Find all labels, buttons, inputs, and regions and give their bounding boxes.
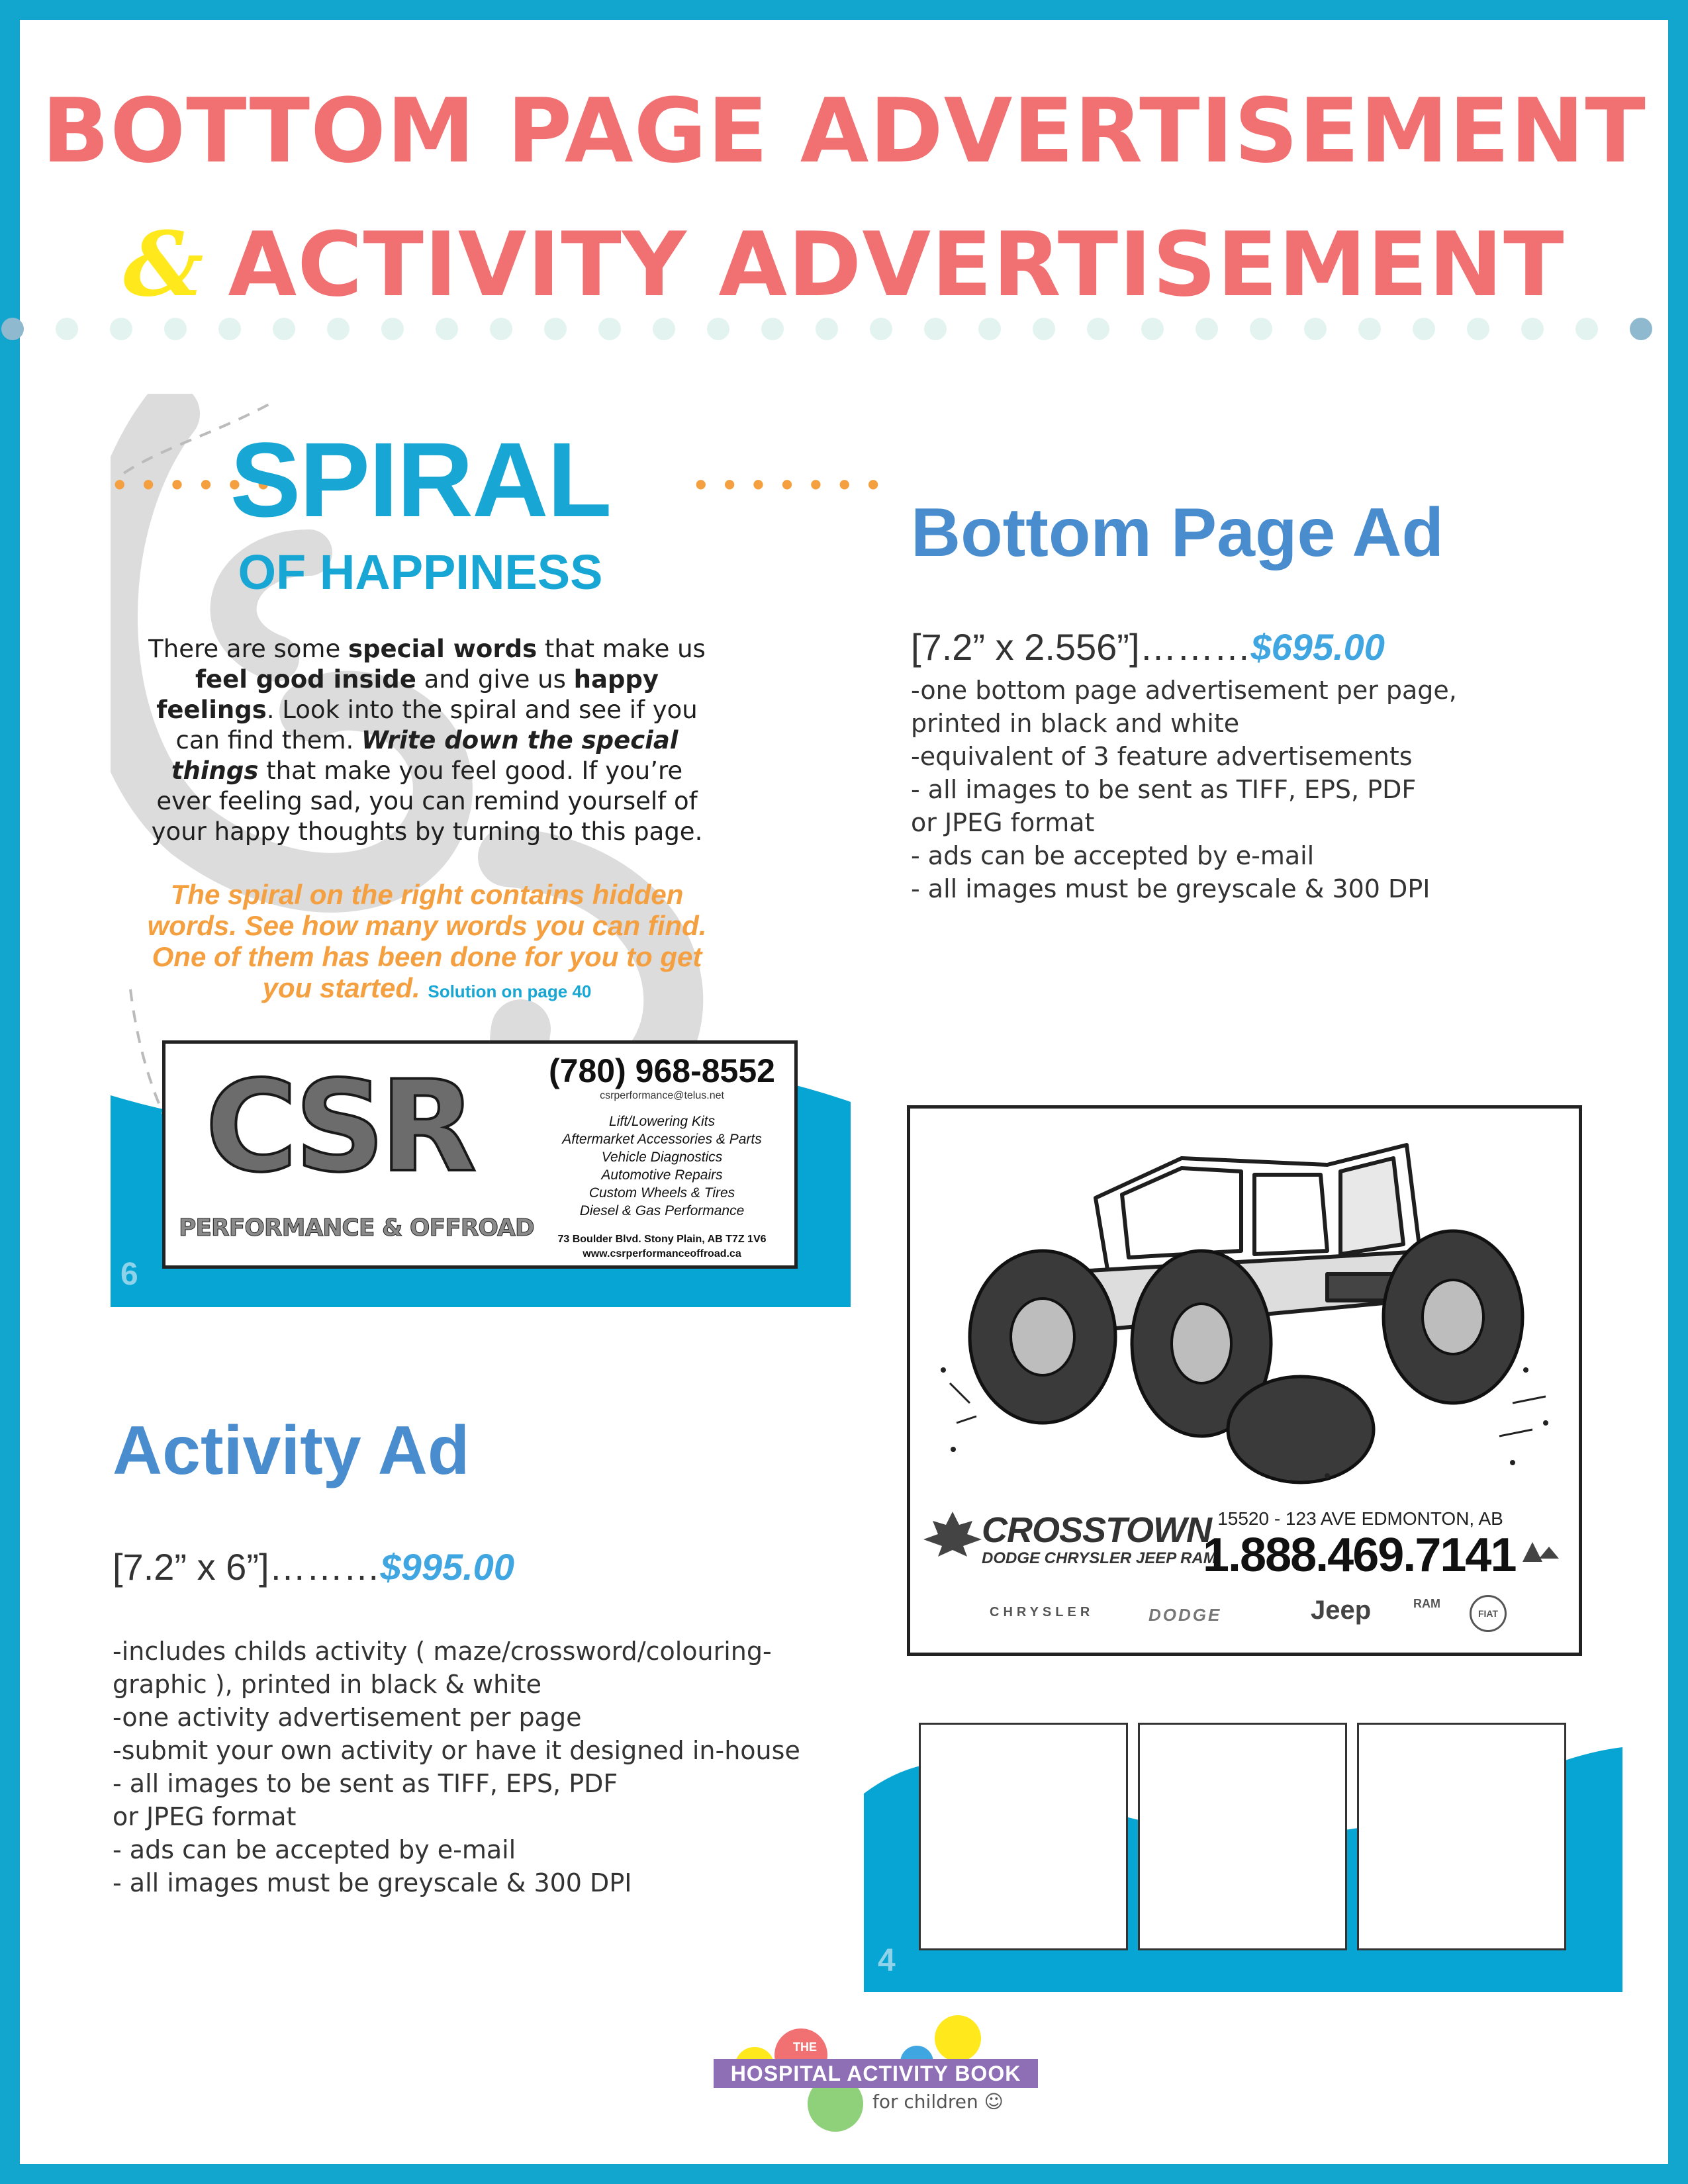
bottom-page-ad-features xyxy=(911,674,1520,905)
activity-sample-subtitle: OF HAPPINESS xyxy=(238,545,603,600)
instruction-run: Write down the special things xyxy=(171,726,679,785)
crosstown-brands: DODGE CHRYSLER JEEP RAM xyxy=(982,1549,1217,1567)
instruction-run: feel good inside xyxy=(195,665,416,694)
maple-leaf-icon xyxy=(921,1509,984,1562)
instruction-run: . Look into the spiral and see if you can find them. xyxy=(175,696,698,754)
fiat-logo: FIAT xyxy=(1470,1595,1507,1632)
feature-line: or JPEG format xyxy=(113,1802,297,1831)
feature-line: -submit your own activity or have it designed in-house xyxy=(113,1736,800,1765)
sample-page-number: 6 xyxy=(120,1257,138,1292)
instruction-run: happy feelings xyxy=(156,665,659,724)
divider-dot xyxy=(1250,318,1272,340)
feature-line: - ads can be accepted by e-mail xyxy=(113,1835,516,1864)
crosstown-address: 15520 - 123 AVE EDMONTON, AB xyxy=(1217,1508,1503,1529)
feature-line: printed in black and white xyxy=(911,709,1240,738)
solution-note: Solution on page 40 xyxy=(428,981,592,1001)
csr-service-item: Custom Wheels & Tires xyxy=(588,1185,735,1201)
feature-line: or JPEG format xyxy=(911,808,1095,837)
feature-line: - all images to be sent as TIFF, EPS, PDF xyxy=(911,775,1417,804)
dealer-association-icon xyxy=(1519,1539,1566,1565)
logo-subtitle: for children ☺ xyxy=(872,2091,1004,2113)
jeep-illustration xyxy=(930,1118,1566,1489)
heading-line-1: BOTTOM PAGE ADVERTISEMENT xyxy=(42,79,1646,183)
activity-ad-price: $995.00 xyxy=(380,1546,514,1588)
logo-the: THE xyxy=(793,2040,817,2054)
ampersand-glyph: & xyxy=(123,212,205,316)
csr-service-item: Diesel & Gas Performance xyxy=(579,1203,745,1218)
divider-dot xyxy=(1,318,24,340)
divider-dot xyxy=(1304,318,1327,340)
divider-dot xyxy=(273,318,295,340)
heading-line-2: & ACTIVITY ADVERTISEMENT xyxy=(123,212,1565,316)
divider-dot xyxy=(1033,318,1055,340)
crosstown-phone: 1.888.469.7141 xyxy=(1203,1529,1516,1582)
divider-dot xyxy=(1521,318,1544,340)
csr-street-address: 73 Boulder Blvd. Stony Plain, AB T7Z 1V6 xyxy=(557,1234,767,1245)
divider-dot xyxy=(978,318,1001,340)
logo-bubble-yellow xyxy=(935,2015,981,2062)
instruction-run: There are some xyxy=(148,635,348,663)
feature-line: -includes childs activity ( maze/crossword/colouring- xyxy=(113,1637,772,1666)
csr-service-item: Lift/Lowering Kits xyxy=(609,1114,715,1129)
divider-dot xyxy=(327,318,350,340)
csr-website: www.csrperformanceoffroad.ca xyxy=(583,1248,741,1259)
feature-line: - all images must be greyscale & 300 DPI xyxy=(911,874,1430,903)
divider-dot xyxy=(1467,318,1489,340)
ram-logo: RAM xyxy=(1413,1597,1440,1610)
feature-line: - all images to be sent as TIFF, EPS, PDF xyxy=(113,1769,618,1798)
activity-sample-title: SPIRAL xyxy=(230,420,611,539)
csr-tagline: PERFORMANCE & OFFROAD xyxy=(179,1214,534,1242)
sample-page-number-4: 4 xyxy=(878,1943,896,1978)
divider-dot xyxy=(1087,318,1109,340)
divider-dot xyxy=(598,318,621,340)
crosstown-advertisement xyxy=(907,1105,1582,1656)
divider-dot xyxy=(653,318,675,340)
csr-services-list xyxy=(536,1113,788,1220)
divider-dot xyxy=(490,318,512,340)
title-dots-left: • • • • • • xyxy=(114,466,273,503)
divider-dot xyxy=(218,318,241,340)
divider-dot xyxy=(1630,318,1652,340)
logo-title: HOSPITAL ACTIVITY BOOK xyxy=(714,2059,1038,2088)
csr-service-item: Aftermarket Accessories & Parts xyxy=(562,1132,762,1147)
dodge-logo: DODGE xyxy=(1149,1605,1222,1625)
divider-dot xyxy=(1196,318,1218,340)
divider-dot xyxy=(816,318,838,340)
divider-dot xyxy=(1413,318,1435,340)
chrysler-logo: CHRYSLER xyxy=(990,1605,1094,1619)
feature-line: -one activity advertisement per page xyxy=(113,1703,582,1732)
instruction-run: that make you feel good. If you’re ever feeling sad, you can remind yourself of your happy thoughts by turning to this page. xyxy=(151,756,703,846)
bottom-page-ad-title: Bottom Page Ad xyxy=(911,494,1444,571)
crosstown-name: CROSSTOWN xyxy=(982,1510,1212,1550)
csr-service-item: Automotive Repairs xyxy=(601,1167,723,1183)
divider-dot xyxy=(707,318,729,340)
csr-advertisement xyxy=(162,1040,798,1269)
csr-logo: CSR xyxy=(205,1054,472,1200)
jeep-logo: Jeep xyxy=(1311,1596,1372,1625)
activity-ad-title: Activity Ad xyxy=(113,1412,470,1489)
activity-sample-instructions xyxy=(142,634,712,847)
csr-phone: (780) 968-8552 xyxy=(549,1052,775,1089)
activity-sample-hint: The spiral on the right contains hidden words. See how many words you can find. One of them has been done for you to get you started. Solution on page 40 xyxy=(147,879,707,1003)
divider-dot xyxy=(870,318,892,340)
hospital-activity-book-logo xyxy=(702,2009,1046,2134)
feature-line: -one bottom page advertisement per page, xyxy=(911,676,1457,705)
feature-line: - ads can be accepted by e-mail xyxy=(911,841,1315,870)
activity-ad-size: [7.2” x 6”]………$995.00 xyxy=(113,1546,514,1588)
bottom-page-ad-size: [7.2” x 2.556”]………$695.00 xyxy=(911,626,1385,668)
divider-dot xyxy=(924,318,947,340)
instruction-run: and give us xyxy=(416,665,574,694)
divider-dot xyxy=(164,318,187,340)
instruction-run: that make us xyxy=(537,635,706,663)
feature-ad-box-2 xyxy=(1138,1723,1347,1950)
feature-ad-box-3 xyxy=(1357,1723,1566,1950)
divider-dot xyxy=(110,318,132,340)
activity-ad-features xyxy=(113,1635,827,1899)
divider-dot xyxy=(56,318,78,340)
feature-line: -equivalent of 3 feature advertisements xyxy=(911,742,1413,771)
bottom-page-ad-price: $695.00 xyxy=(1250,626,1385,668)
divider-dot xyxy=(381,318,404,340)
dotted-divider xyxy=(0,315,1688,344)
title-dots-right: • • • • • • • xyxy=(695,466,883,503)
csr-service-item: Vehicle Diagnostics xyxy=(601,1150,723,1165)
divider-dot xyxy=(544,318,567,340)
feature-line: - all images must be greyscale & 300 DPI xyxy=(113,1868,632,1897)
divider-dot xyxy=(436,318,458,340)
divider-dot xyxy=(1358,318,1381,340)
csr-email: csrperformance@telus.net xyxy=(600,1090,724,1101)
divider-dot xyxy=(761,318,784,340)
csr-address xyxy=(536,1232,788,1261)
feature-line: graphic ), printed in black & white xyxy=(113,1670,541,1699)
feature-ad-box-1 xyxy=(919,1723,1128,1950)
instruction-run: special words xyxy=(348,635,538,663)
divider-dot xyxy=(1141,318,1164,340)
divider-dot xyxy=(1575,318,1598,340)
